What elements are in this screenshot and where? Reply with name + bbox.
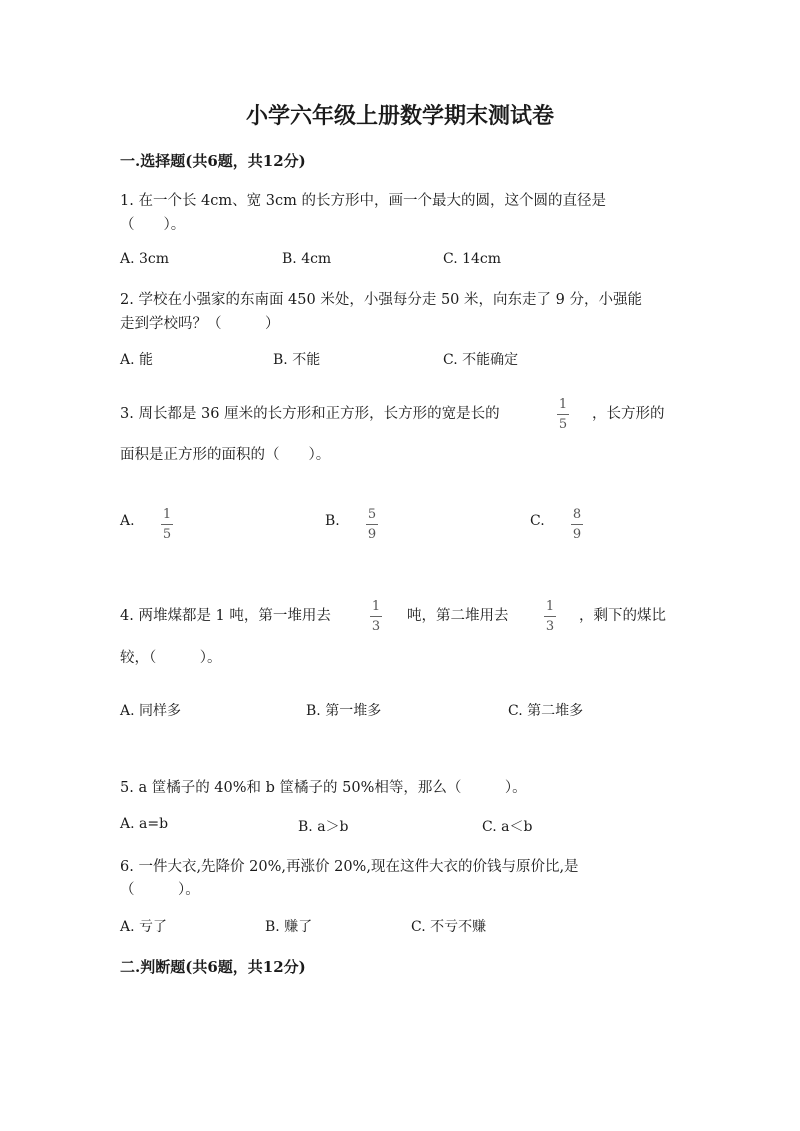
question-2-option-a: A. 能 [120,352,154,368]
question-4-option-a: A. 同样多 [120,703,182,719]
question-4-option-b: B. 第一堆多 [306,703,382,719]
question-2-option-b: B. 不能 [273,352,321,368]
question-3-option-b-label: B. [325,513,340,529]
question-6-option-b: B. 赚了 [265,919,313,935]
question-1-option-b: B. 4cm [282,251,332,267]
question-4-text-tail: ，剩下的煤比 [579,608,666,624]
fraction-denominator: 9 [572,527,582,542]
question-3-text: 3. 周长都是 36 厘米的长方形和正方形，长方形的宽是长的 [120,406,500,422]
question-5-option-c: C. a＜b [482,819,533,835]
fraction-bar [544,616,556,617]
fraction-numerator: 1 [545,599,555,614]
question-1-text: 1. 在一个长 4cm、宽 3cm 的长方形中，画一个最大的圆，这个圆的直径是 [120,193,606,209]
fraction-denominator: 9 [367,527,377,542]
question-3-text-tail: ，长方形的 [592,406,665,422]
question-4-fraction-1 [367,600,385,633]
question-6-text-cont: （ ）。 [120,882,200,898]
fraction-numerator: 8 [572,507,582,522]
question-5-text: 5. a 筐橘子的 40%和 b 筐橘子的 50%相等，那么（ ）。 [120,780,527,796]
question-4-text-mid: 吨，第二堆用去 [407,608,509,624]
question-2-option-c: C. 不能确定 [443,352,519,368]
fraction-bar [557,414,569,415]
question-3-option-c-fraction [568,508,586,541]
question-4-fraction-2 [541,600,559,633]
question-4-text-cont: 较，（ ）。 [120,650,222,666]
question-3-option-a-fraction [158,508,176,541]
fraction-bar [161,524,173,525]
question-3-fraction [554,398,572,431]
fraction-denominator: 3 [545,619,555,634]
question-3-text-cont: 面积是正方形的面积的（ ）。 [120,447,331,463]
section-heading-choice: 一.选择题(共6题，共12分) [120,152,306,170]
section-heading-judgement: 二.判断题(共6题，共12分) [120,958,306,976]
question-2-text: 2. 学校在小强家的东南面 450 米处，小强每分走 50 米，向东走了 9 分，小强能 [120,292,642,308]
fraction-numerator: 5 [367,507,377,522]
question-6-text: 6. 一件大衣,先降价 20%,再涨价 20%,现在这件大衣的价钱与原价比,是 [120,859,579,875]
question-4-option-c: C. 第二堆多 [508,703,584,719]
fraction-numerator: 1 [162,507,172,522]
question-3-option-c-label: C. [530,513,545,529]
page-title: 小学六年级上册数学期末测试卷 [245,103,554,129]
question-2-text-cont: 走到学校吗？（ ） [120,316,280,332]
question-1-option-c: C. 14cm [443,251,502,267]
question-6-option-a: A. 亏了 [120,919,168,935]
question-3-option-a-label: A. [120,513,135,529]
question-4-text: 4. 两堆煤都是 1 吨，第一堆用去 [120,608,331,624]
fraction-numerator: 1 [558,397,568,412]
question-3-option-b-fraction [363,508,381,541]
fraction-denominator: 5 [558,417,568,432]
fraction-bar [571,524,583,525]
question-5-option-b: B. a＞b [298,819,349,835]
fraction-denominator: 5 [162,527,172,542]
fraction-bar [366,524,378,525]
question-1-text-cont: （ ）。 [120,217,186,233]
fraction-bar [370,616,382,617]
question-1-option-a: A. 3cm [120,251,170,267]
fraction-numerator: 1 [371,599,381,614]
question-6-option-c: C. 不亏不赚 [411,919,487,935]
question-5-option-a: A. a=b [120,816,169,832]
fraction-denominator: 3 [371,619,381,634]
